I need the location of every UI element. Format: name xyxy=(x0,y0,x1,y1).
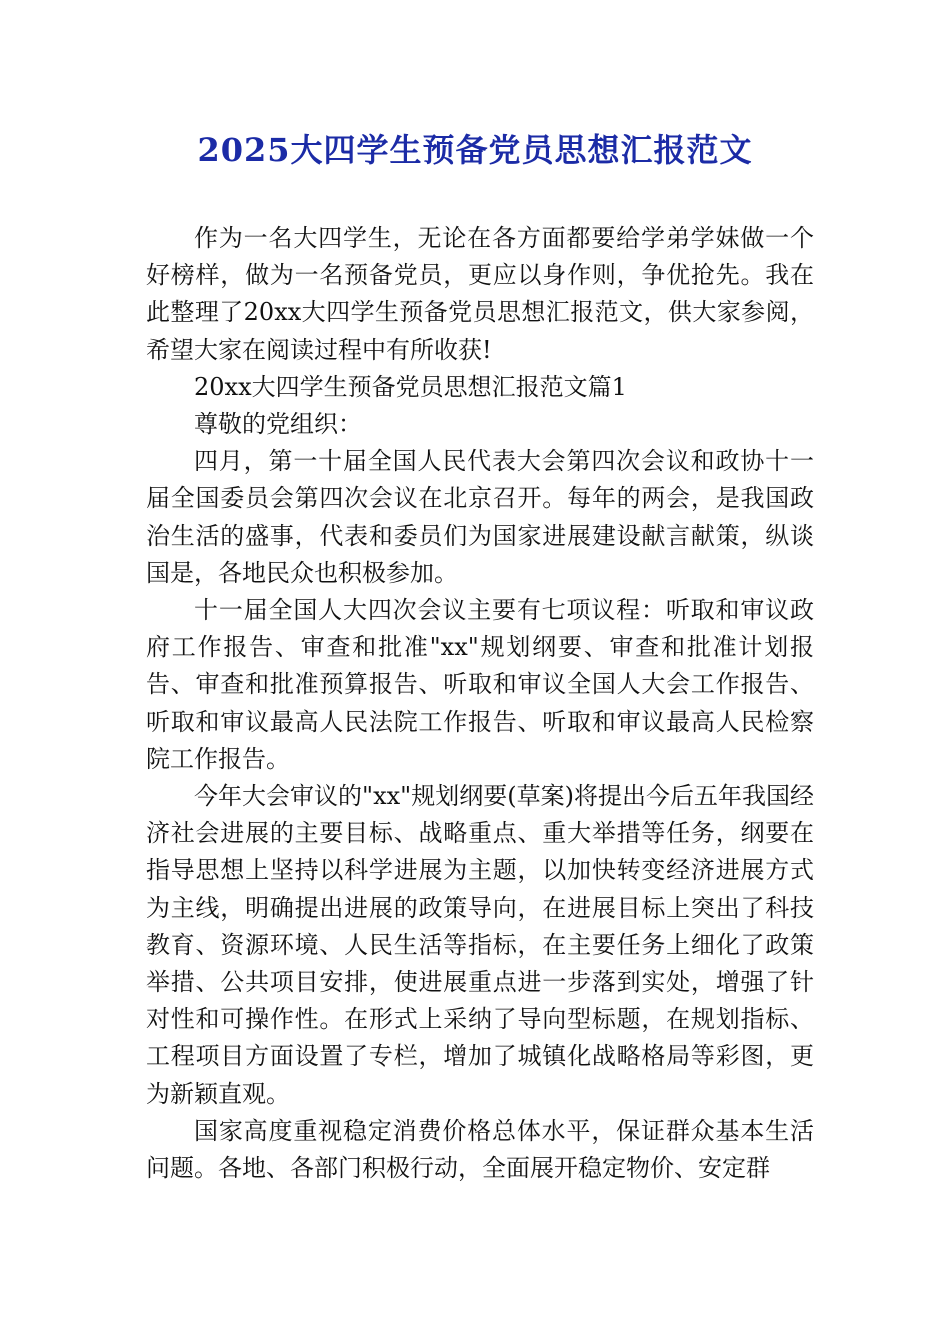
paragraph-body-2: 十一届全国人大四次会议主要有七项议程：听取和审议政府工作报告、审查和批准"xx"规划纲要、审查和批准计划报告、审查和批准预算报告、听取和审议全国人大会工作报告、听取和审议最高人民法院工作报告、听取和审议最高人民检察院工作报告。 xyxy=(146,596,814,773)
paragraph-intro: 作为一名大四学生，无论在各方面都要给学弟学妹做一个好榜样，做为一名预备党员，更应以身作则，争优抢先。我在此整理了20xx大四学生预备党员思想汇报范文，供大家参阅，希望大家在阅读过程中有所收获! xyxy=(146,224,814,364)
document-body xyxy=(146,220,814,1187)
paragraph-subtitle: 20xx大四学生预备党员思想汇报范文篇1 xyxy=(194,372,627,401)
paragraph-body-1: 四月，第一十届全国人民代表大会第四次会议和政协十一届全国委员会第四次会议在北京召开。每年的两会，是我国政治生活的盛事，代表和委员们为国家进展建设献言献策，纵谈国是，各地民众也积极参加。 xyxy=(146,447,814,587)
document-title: 2025大四学生预备党员思想汇报范文 xyxy=(197,131,753,169)
paragraph-body-3: 今年大会审议的"xx"规划纲要(草案)将提出今后五年我国经济社会进展的主要目标、战略重点、重大举措等任务，纲要在指导思想上坚持以科学进展为主题，以加快转变经济进展方式为主线，明确提出进展的政策导向，在进展目标上突出了科技教育、资源环境、人民生活等指标，在主要任务上细化了政策举措、公共项目安排，使进展重点进一步落到实处，增强了针对性和可操作性。在形式上采纳了导向型标题，在规划指标、工程项目方面设置了专栏，增加了城镇化战略格局等彩图，更为新颖直观。 xyxy=(146,782,814,1108)
paragraph-salutation: 尊敬的党组织： xyxy=(194,410,362,439)
paragraph-body-4: 国家高度重视稳定消费价格总体水平，保证群众基本生活问题。各地、各部门积极行动，全面展开稳定物价、安定群 xyxy=(146,1116,814,1183)
